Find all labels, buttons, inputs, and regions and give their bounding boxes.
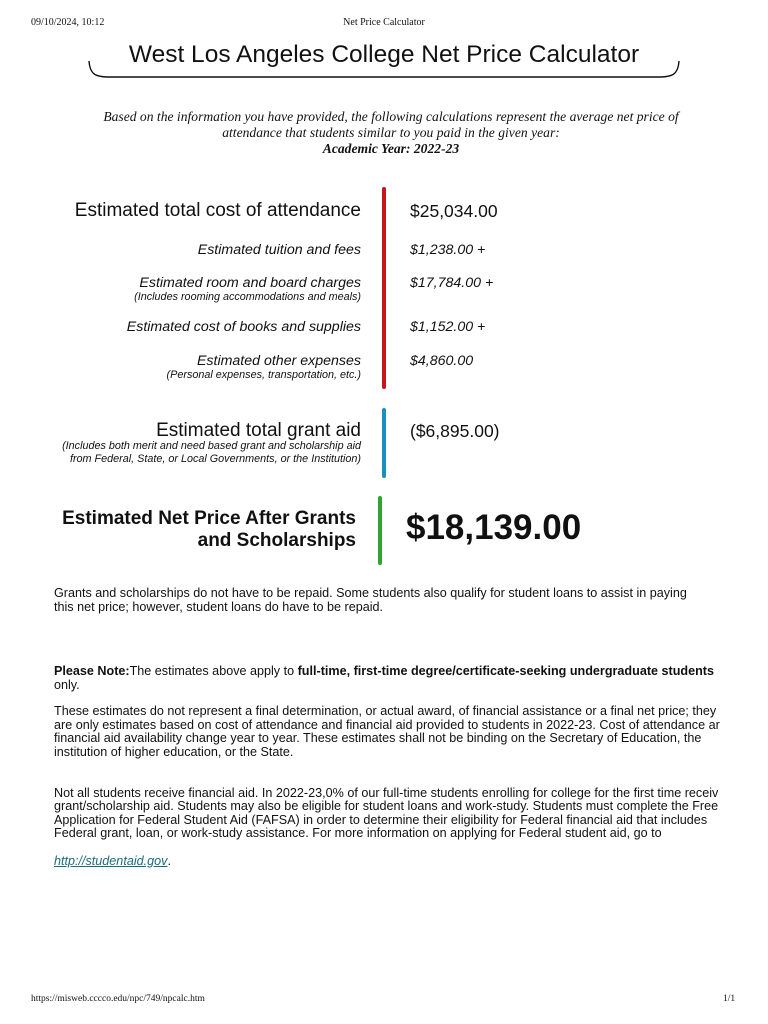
studentaid-link[interactable]: http://studentaid.gov bbox=[54, 853, 168, 868]
grant-aid-label: Estimated total grant aid bbox=[156, 420, 361, 441]
print-page-number: 1/1 bbox=[723, 994, 736, 1004]
grant-bar bbox=[382, 408, 386, 478]
tuition-label: Estimated tuition and fees bbox=[197, 242, 361, 258]
net-price-label-1: Estimated Net Price After Grants bbox=[62, 508, 356, 529]
link-period: . bbox=[167, 853, 171, 868]
grant-aid-note-2: from Federal, State, or Local Governments, or the Institution) bbox=[69, 453, 361, 465]
net-price-label-2: and Scholarships bbox=[197, 530, 356, 551]
net-price-bar bbox=[378, 496, 382, 565]
please-note-emphasis: full-time, first-time degree/certificate-seeking undergraduate students bbox=[297, 664, 714, 678]
print-page-title: Net Price Calculator bbox=[343, 17, 425, 28]
repayment-note: Grants and scholarships do not have to be repaid. Some students also qualify for student loans to assist in paying this net price; however, student loans do have to be repaid. bbox=[54, 586, 687, 614]
room-board-label: Estimated room and board charges bbox=[139, 275, 361, 291]
print-url: https://misweb.cccco.edu/npc/749/npcalc.htm bbox=[31, 994, 205, 1004]
other-expenses-label: Estimated other expenses bbox=[196, 353, 361, 369]
grant-aid-value: ($6,895.00) bbox=[410, 421, 500, 441]
intro-line-1: Based on the information you have provided, the following calculations represent the average net price of bbox=[103, 109, 679, 124]
intro-text bbox=[40, 109, 742, 157]
room-board-note: (Includes rooming accommodations and meals) bbox=[134, 291, 361, 303]
academic-year: Academic Year: 2022-23 bbox=[322, 141, 460, 156]
title-underline bbox=[88, 60, 680, 80]
financial-aid-info bbox=[54, 773, 744, 882]
grant-aid-note-1: (Includes both merit and need based grant and scholarship aid bbox=[62, 440, 361, 452]
page-title: West Los Angeles College Net Price Calculator bbox=[128, 41, 640, 68]
other-expenses-value: $4,860.00 bbox=[410, 353, 474, 369]
please-note bbox=[54, 665, 744, 692]
books-label: Estimated cost of books and supplies bbox=[126, 319, 361, 335]
please-note-suffix: only. bbox=[54, 677, 80, 692]
total-cost-value: $25,034.00 bbox=[410, 201, 498, 221]
cost-bar bbox=[382, 187, 386, 389]
room-board-value: $17,784.00 + bbox=[410, 275, 494, 291]
print-datetime: 09/10/2024, 10:12 bbox=[31, 17, 105, 28]
disclaimer-text: These estimates do not represent a final determination, or actual award, of financial assistance or a final net price; they are only estimates based on cost of attendance and financial aid provided to students in 2022-23. Cost of attendance ar financial aid availability change year to year. These estimates shall not be binding on the Secretary of Education, the institution of higher education, or the State. bbox=[54, 704, 720, 759]
intro-line-2: attendance that students similar to you paid in the given year: bbox=[222, 125, 560, 140]
please-note-text: The estimates above apply to bbox=[129, 664, 298, 678]
please-note-prefix: Please Note: bbox=[54, 664, 130, 678]
total-cost-label: Estimated total cost of attendance bbox=[74, 200, 361, 221]
financial-aid-info-text: Not all students receive financial aid. In 2022-23,0% of our full-time students enrolling for college for the first time receiv grant/scholarship aid. Students may also be eligible for student loans and work-study. Students must complete the Free Application for Federal Student Aid (FAFSA) in order to determine their eligibility for Federal financial aid that includes Federal grant, loan, or work-study assistance. For more information on applying for Federal student aid, go to bbox=[54, 785, 719, 841]
books-value: $1,152.00 + bbox=[410, 319, 486, 335]
tuition-value: $1,238.00 + bbox=[410, 242, 486, 258]
net-price-value: $18,139.00 bbox=[406, 508, 582, 547]
other-expenses-note: (Personal expenses, transportation, etc.) bbox=[166, 369, 361, 381]
